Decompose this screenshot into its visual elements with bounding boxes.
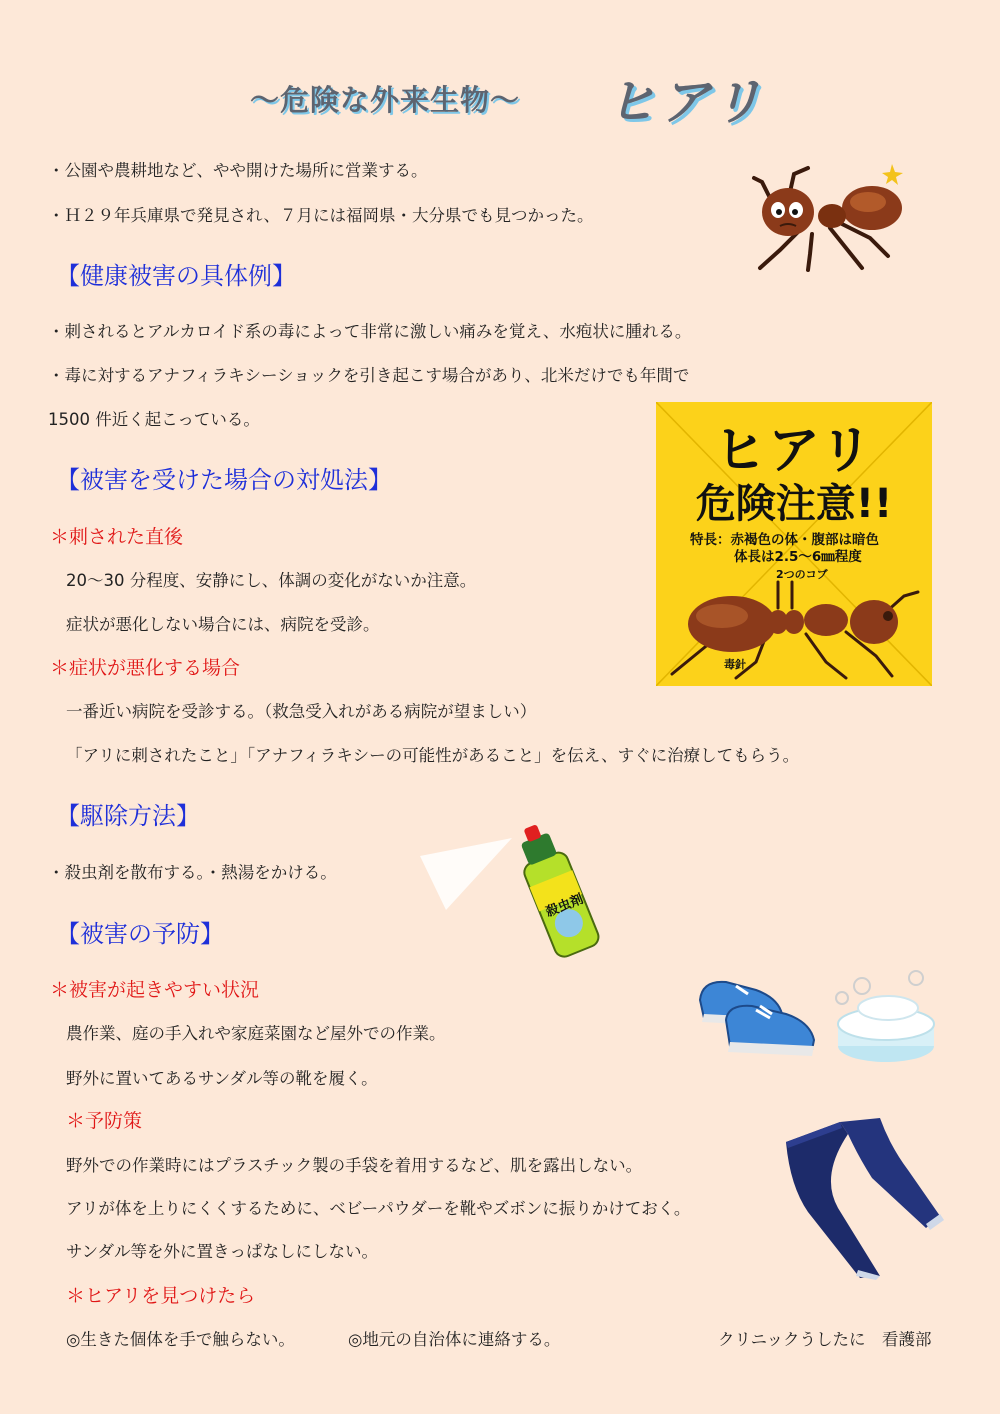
ant-cartoon-illustration <box>750 158 910 273</box>
risky-line-1: 農作業、庭の手入れや家庭菜園など屋外での作業。 <box>66 1024 446 1043</box>
poster-bumps-label: 2つのコブ <box>776 568 828 581</box>
poster-stinger-label: 毒針 <box>724 658 746 671</box>
just-stung-line-1: 20〜30 分程度、安静にし、体調の変化がないか注意。 <box>66 571 477 590</box>
heading-removal: 【駆除方法】 <box>56 802 200 830</box>
poster-title: ヒアリ <box>714 421 874 481</box>
measures-line-3: サンダル等を外に置きっぱなしにしない。 <box>66 1242 379 1261</box>
subheading-risky-situations: ＊被害が起きやすい状況 <box>50 979 260 1001</box>
page-subtitle: 〜危険な外来生物〜 <box>250 83 521 117</box>
found-line-1: ◎生きた個体を手で触らない。 <box>66 1330 295 1349</box>
subheading-just-stung: ＊刺された直後 <box>50 526 184 548</box>
found-line-2: ◎地元の自治体に連絡する。 <box>348 1330 561 1349</box>
health-line-2: ・毒に対するアナフィラキシーショックを引き起こす場合があり、北米だけでも年間で <box>48 366 690 385</box>
insecticide-spray-illustration <box>416 812 626 954</box>
poster-feature-2: 体長は2.5〜6㎜程度 <box>734 549 862 565</box>
heading-response: 【被害を受けた場合の対処法】 <box>56 466 392 494</box>
poster-warning: 危険注意!! <box>695 481 893 527</box>
fire-ant-illustration <box>656 578 932 686</box>
heading-prevention: 【被害の予防】 <box>56 920 224 948</box>
worsening-line-1: 一番近い病院を受診する。（救急受入れがある病院が望ましい） <box>66 702 537 721</box>
poster-feature-1: 特長：赤褐色の体・腹部は暗色 <box>690 532 879 548</box>
intro-line-1: ・公園や農耕地など、やや開けた場所に営業する。 <box>48 161 428 180</box>
spray-can-label: 殺虫剤 <box>543 891 586 921</box>
subheading-if-found: ＊ヒアリを見つけたら <box>66 1285 256 1307</box>
health-line-1: ・刺されるとアルカロイド系の毒によって非常に激しい痛みを覚え、水疱状に腫れる。 <box>48 322 692 341</box>
jeans-illustration <box>780 1116 946 1280</box>
page-title: ヒアリ <box>606 73 766 131</box>
risky-line-2: 野外に置いてあるサンダル等の靴を履く。 <box>66 1069 378 1088</box>
health-line-3: 1500 件近く起こっている。 <box>48 410 260 429</box>
shoes-illustration <box>696 970 826 1070</box>
baby-powder-illustration <box>832 968 942 1066</box>
worsening-line-2: 「アリに刺されたこと」「アナフィラキシーの可能性があること」を伝え、すぐに治療してもらう。 <box>66 746 800 765</box>
footer-credit: クリニックうしたに 看護部 <box>718 1330 932 1349</box>
subheading-prevention-measures: ＊予防策 <box>66 1110 143 1132</box>
removal-line: ・殺虫剤を散布する。・熱湯をかける。 <box>48 863 337 882</box>
intro-line-2: ・Ｈ２９年兵庫県で発見され、７月には福岡県・大分県でも見つかった。 <box>48 206 594 225</box>
measures-line-2: アリが体を上りにくくするために、ベビーパウダーを靴やズボンに振りかけておく。 <box>66 1199 691 1218</box>
measures-line-1: 野外での作業時にはプラスチック製の手袋を着用するなど、肌を露出しない。 <box>66 1156 643 1175</box>
just-stung-line-2: 症状が悪化しない場合には、病院を受診。 <box>66 615 380 634</box>
heading-health-damage: 【健康被害の具体例】 <box>56 262 296 290</box>
warning-poster <box>656 402 932 686</box>
subheading-worsening: ＊症状が悪化する場合 <box>50 657 241 679</box>
